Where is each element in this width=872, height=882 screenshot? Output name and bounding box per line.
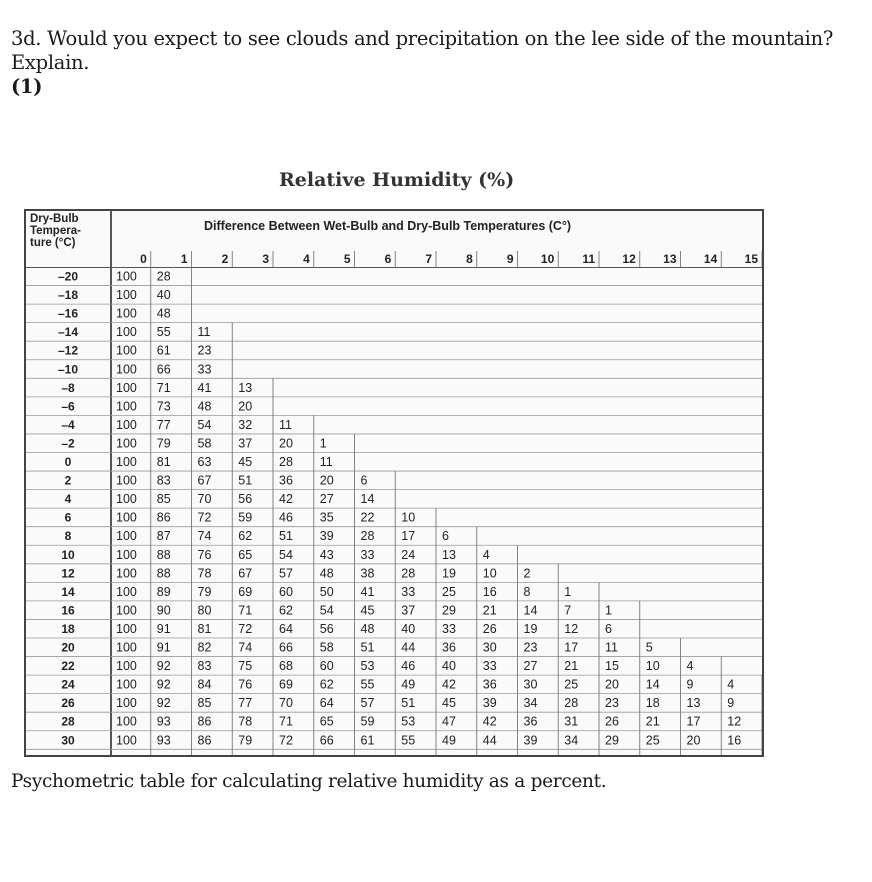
rh-value: 85 bbox=[156, 492, 171, 507]
rh-value: 12 bbox=[564, 621, 579, 636]
rh-value: 71 bbox=[156, 380, 171, 395]
rh-value: 100 bbox=[116, 473, 137, 488]
row-temp-label: –20 bbox=[57, 269, 79, 284]
rh-value: 30 bbox=[523, 677, 538, 692]
row-temp-label: 30 bbox=[61, 733, 75, 748]
rh-value: 8 bbox=[523, 584, 531, 599]
rh-value: 91 bbox=[156, 621, 171, 636]
column-header-5: 5 bbox=[343, 252, 351, 266]
rh-value: 48 bbox=[156, 306, 171, 321]
rh-value: 44 bbox=[401, 640, 416, 655]
rh-value: 44 bbox=[482, 733, 497, 748]
rh-value: 71 bbox=[279, 714, 293, 729]
rh-value: 74 bbox=[197, 529, 212, 544]
row-temp-label: –2 bbox=[61, 436, 75, 451]
rh-value: 100 bbox=[116, 677, 137, 692]
rh-value: 11 bbox=[319, 455, 333, 469]
rh-value: 75 bbox=[238, 659, 253, 674]
row-temp-label: –16 bbox=[57, 306, 79, 321]
rh-value: 29 bbox=[442, 603, 456, 618]
rh-value: 39 bbox=[523, 733, 538, 748]
row-temp-label: –4 bbox=[61, 417, 75, 432]
humidity-grid bbox=[26, 211, 762, 755]
rh-value: 63 bbox=[197, 455, 212, 469]
rh-value: 69 bbox=[279, 677, 293, 692]
rh-value: 28 bbox=[401, 566, 416, 581]
rh-value: 100 bbox=[116, 510, 137, 525]
row-temp-label: 28 bbox=[61, 714, 75, 729]
rh-value: 92 bbox=[156, 677, 171, 692]
rh-value: 31 bbox=[564, 714, 579, 729]
rh-value: 11 bbox=[197, 325, 211, 340]
rh-value: 45 bbox=[360, 603, 375, 618]
rh-value: 28 bbox=[564, 696, 579, 711]
rh-value: 91 bbox=[156, 640, 171, 655]
rh-value: 28 bbox=[156, 269, 171, 284]
rh-value: 36 bbox=[482, 677, 497, 692]
row-temp-label: 8 bbox=[64, 529, 72, 544]
rh-value: 85 bbox=[197, 696, 212, 711]
rh-value: 66 bbox=[319, 733, 334, 748]
rh-value: 100 bbox=[116, 529, 137, 544]
rh-value: 68 bbox=[279, 659, 293, 674]
column-header-4: 4 bbox=[303, 252, 310, 266]
rh-value: 55 bbox=[156, 325, 171, 340]
question-prompt: 3d. Would you expect to see clouds and precipitation on the lee side of the mountain? Explain. bbox=[11, 27, 834, 74]
rh-value: 67 bbox=[197, 473, 212, 488]
rh-value: 100 bbox=[116, 269, 137, 284]
rh-value: 40 bbox=[156, 288, 171, 303]
rh-value: 93 bbox=[156, 733, 171, 748]
row-temp-label: –8 bbox=[61, 380, 75, 395]
rh-value: 39 bbox=[319, 529, 334, 544]
rh-value: 9 bbox=[727, 696, 735, 711]
rh-value: 100 bbox=[116, 696, 137, 711]
row-temp-label: 20 bbox=[61, 640, 75, 655]
row-header-line: Dry-Bulb bbox=[30, 213, 79, 225]
rh-value: 62 bbox=[319, 677, 334, 692]
rh-value: 48 bbox=[360, 621, 375, 636]
rh-value: 2 bbox=[523, 566, 531, 581]
rh-value: 49 bbox=[442, 733, 456, 748]
rh-value: 86 bbox=[156, 510, 171, 525]
column-header-7: 7 bbox=[425, 252, 432, 266]
question-marks: (1) bbox=[11, 75, 43, 98]
rh-value: 21 bbox=[564, 659, 579, 674]
table-title: Relative Humidity (%) bbox=[279, 169, 515, 191]
rh-value: 78 bbox=[197, 566, 212, 581]
rh-value: 60 bbox=[279, 584, 293, 599]
rh-value: 100 bbox=[116, 417, 137, 432]
rh-value: 33 bbox=[360, 547, 375, 562]
rh-value: 64 bbox=[279, 621, 293, 636]
rh-value: 100 bbox=[116, 603, 137, 618]
rh-value: 32 bbox=[238, 417, 253, 432]
rh-value: 100 bbox=[116, 399, 137, 414]
rh-value: 40 bbox=[401, 621, 416, 636]
rh-value: 25 bbox=[442, 584, 456, 599]
rh-value: 9 bbox=[686, 677, 694, 692]
row-header-line: Tempera- bbox=[30, 225, 81, 237]
column-header-11: 11 bbox=[582, 252, 595, 266]
row-temp-label: –12 bbox=[57, 343, 79, 358]
rh-value: 13 bbox=[442, 547, 456, 562]
rh-value: 26 bbox=[482, 621, 497, 636]
rh-value: 78 bbox=[238, 714, 253, 729]
column-header-9: 9 bbox=[506, 252, 514, 266]
rh-value: 30 bbox=[482, 640, 497, 655]
rh-value: 6 bbox=[442, 529, 449, 544]
rh-value: 42 bbox=[482, 714, 497, 729]
rh-value: 79 bbox=[197, 584, 212, 599]
rh-value: 100 bbox=[116, 714, 137, 729]
rh-value: 90 bbox=[156, 603, 171, 618]
rh-value: 48 bbox=[197, 399, 212, 414]
rh-value: 82 bbox=[197, 640, 212, 655]
rh-value: 88 bbox=[156, 547, 171, 562]
rh-value: 81 bbox=[156, 455, 171, 469]
rh-value: 100 bbox=[116, 343, 137, 358]
rh-value: 87 bbox=[156, 529, 171, 544]
rh-value: 33 bbox=[442, 621, 456, 636]
rh-value: 77 bbox=[156, 417, 171, 432]
rh-value: 100 bbox=[116, 288, 137, 303]
rh-value: 20 bbox=[319, 473, 334, 488]
rh-value: 35 bbox=[319, 510, 334, 525]
rh-value: 10 bbox=[482, 566, 497, 581]
rh-value: 70 bbox=[197, 492, 212, 507]
rh-value: 100 bbox=[116, 306, 137, 321]
rh-value: 13 bbox=[686, 696, 701, 711]
rh-value: 58 bbox=[197, 436, 212, 451]
rh-value: 83 bbox=[197, 659, 212, 674]
rh-value: 100 bbox=[116, 621, 137, 636]
column-header-13: 13 bbox=[663, 252, 677, 266]
rh-value: 62 bbox=[279, 603, 293, 618]
rh-value: 34 bbox=[523, 696, 538, 711]
rh-value: 81 bbox=[197, 621, 212, 636]
rh-value: 27 bbox=[319, 492, 334, 507]
rh-value: 46 bbox=[401, 659, 416, 674]
rh-value: 100 bbox=[116, 566, 137, 581]
rh-value: 60 bbox=[319, 659, 334, 674]
rh-value: 53 bbox=[401, 714, 416, 729]
rh-value: 7 bbox=[564, 603, 572, 618]
rh-value: 16 bbox=[727, 733, 742, 748]
row-temp-label: 2 bbox=[64, 473, 72, 488]
rh-value: 49 bbox=[401, 677, 416, 692]
rh-value: 23 bbox=[197, 343, 212, 358]
rh-value: 84 bbox=[197, 677, 212, 692]
rh-value: 14 bbox=[360, 492, 375, 507]
rh-value: 64 bbox=[319, 696, 334, 711]
row-temp-label: 16 bbox=[61, 603, 75, 618]
rh-value: 74 bbox=[238, 640, 253, 655]
relative-humidity-table bbox=[24, 209, 764, 757]
rh-value: 17 bbox=[686, 714, 701, 729]
rh-value: 61 bbox=[156, 343, 171, 358]
rh-value: 20 bbox=[686, 733, 701, 748]
column-header-12: 12 bbox=[622, 252, 636, 266]
rh-value: 62 bbox=[238, 529, 253, 544]
rh-value: 5 bbox=[645, 640, 653, 655]
rh-value: 100 bbox=[116, 362, 137, 377]
rh-value: 100 bbox=[116, 492, 137, 507]
rh-value: 86 bbox=[197, 714, 212, 729]
rh-value: 42 bbox=[279, 492, 293, 507]
rh-value: 36 bbox=[279, 473, 293, 488]
rh-value: 26 bbox=[605, 714, 619, 729]
table-caption: Psychometric table for calculating relative humidity as a percent. bbox=[11, 771, 607, 792]
rh-value: 57 bbox=[279, 566, 293, 581]
rh-value: 100 bbox=[116, 640, 137, 655]
rh-value: 1 bbox=[605, 603, 612, 618]
rh-value: 25 bbox=[564, 677, 579, 692]
rh-value: 53 bbox=[360, 659, 375, 674]
column-header-10: 10 bbox=[540, 252, 555, 266]
rh-value: 10 bbox=[645, 659, 660, 674]
rh-value: 14 bbox=[523, 603, 538, 618]
column-header-6: 6 bbox=[384, 252, 392, 266]
rh-value: 39 bbox=[482, 696, 497, 711]
rh-value: 20 bbox=[605, 677, 619, 692]
rh-value: 23 bbox=[523, 640, 538, 655]
rh-value: 33 bbox=[482, 659, 497, 674]
rh-value: 79 bbox=[156, 436, 171, 451]
rh-value: 38 bbox=[360, 566, 375, 581]
rh-value: 76 bbox=[238, 677, 253, 692]
row-temp-label: 14 bbox=[61, 584, 75, 599]
rh-value: 51 bbox=[401, 696, 416, 711]
row-temp-label: –6 bbox=[61, 399, 75, 414]
rh-value: 66 bbox=[279, 640, 293, 655]
rh-value: 100 bbox=[116, 733, 137, 748]
rh-value: 71 bbox=[238, 603, 253, 618]
rh-value: 1 bbox=[564, 584, 572, 599]
rh-value: 27 bbox=[523, 659, 538, 674]
rh-value: 13 bbox=[238, 380, 253, 395]
row-temp-label: 4 bbox=[64, 492, 72, 507]
rh-value: 100 bbox=[116, 659, 137, 674]
rh-value: 65 bbox=[238, 547, 253, 562]
rh-value: 6 bbox=[605, 621, 612, 636]
rh-value: 41 bbox=[197, 380, 212, 395]
rh-value: 29 bbox=[605, 733, 619, 748]
rh-value: 79 bbox=[238, 733, 253, 748]
rh-value: 15 bbox=[605, 659, 619, 674]
row-header-line: ture (°C) bbox=[30, 237, 76, 249]
rh-value: 11 bbox=[605, 640, 618, 655]
rh-value: 54 bbox=[319, 603, 334, 618]
rh-value: 19 bbox=[523, 621, 538, 636]
column-header-label: Difference Between Wet-Bulb and Dry-Bulb Temperatures (C°) bbox=[204, 219, 572, 233]
rh-value: 20 bbox=[279, 436, 293, 451]
rh-value: 22 bbox=[360, 510, 375, 525]
rh-value: 21 bbox=[645, 714, 660, 729]
rh-value: 25 bbox=[645, 733, 660, 748]
column-header-3: 3 bbox=[262, 252, 269, 266]
rh-value: 4 bbox=[727, 677, 735, 692]
rh-value: 37 bbox=[401, 603, 416, 618]
rh-value: 83 bbox=[156, 473, 171, 488]
rh-value: 54 bbox=[279, 547, 293, 562]
row-temp-label: 18 bbox=[61, 621, 75, 636]
column-header-15: 15 bbox=[744, 252, 758, 266]
rh-value: 57 bbox=[360, 696, 375, 711]
rh-value: 37 bbox=[238, 436, 253, 451]
rh-value: 43 bbox=[319, 547, 334, 562]
row-temp-label: 0 bbox=[64, 455, 72, 469]
rh-value: 33 bbox=[197, 362, 212, 377]
row-temp-label: 6 bbox=[64, 510, 72, 525]
rh-value: 4 bbox=[482, 547, 490, 562]
rh-value: 61 bbox=[360, 733, 375, 748]
rh-value: 42 bbox=[442, 677, 456, 692]
rh-value: 23 bbox=[605, 696, 619, 711]
rh-value: 28 bbox=[360, 529, 375, 544]
rh-value: 17 bbox=[564, 640, 579, 655]
rh-value: 73 bbox=[156, 399, 171, 414]
row-temp-label: 24 bbox=[61, 677, 75, 692]
column-header-2: 2 bbox=[221, 252, 229, 266]
rh-value: 70 bbox=[279, 696, 293, 711]
rh-value: 20 bbox=[238, 399, 253, 414]
rh-value: 51 bbox=[360, 640, 375, 655]
rh-value: 100 bbox=[116, 455, 137, 469]
rh-value: 21 bbox=[482, 603, 497, 618]
rh-value: 55 bbox=[360, 677, 375, 692]
rh-value: 72 bbox=[197, 510, 212, 525]
rh-value: 69 bbox=[238, 584, 253, 599]
rh-value: 16 bbox=[482, 584, 497, 599]
rh-value: 41 bbox=[360, 584, 375, 599]
rh-value: 72 bbox=[279, 733, 293, 748]
rh-value: 36 bbox=[442, 640, 456, 655]
rh-value: 50 bbox=[319, 584, 334, 599]
rh-value: 86 bbox=[197, 733, 212, 748]
rh-value: 88 bbox=[156, 566, 171, 581]
rh-value: 40 bbox=[442, 659, 456, 674]
rh-value: 56 bbox=[319, 621, 334, 636]
rh-value: 34 bbox=[564, 733, 579, 748]
rh-value: 56 bbox=[238, 492, 253, 507]
row-temp-label: 26 bbox=[61, 696, 75, 711]
row-temp-label: –18 bbox=[57, 288, 79, 303]
rh-value: 100 bbox=[116, 584, 137, 599]
rh-value: 48 bbox=[319, 566, 334, 581]
rh-value: 100 bbox=[116, 547, 137, 562]
rh-value: 33 bbox=[401, 584, 416, 599]
rh-value: 59 bbox=[238, 510, 253, 525]
question-text bbox=[11, 27, 861, 99]
rh-value: 6 bbox=[360, 473, 368, 488]
rh-value: 51 bbox=[238, 473, 253, 488]
rh-value: 77 bbox=[238, 696, 253, 711]
column-header-8: 8 bbox=[466, 252, 473, 266]
rh-value: 89 bbox=[156, 584, 171, 599]
rh-value: 10 bbox=[401, 510, 416, 525]
rh-value: 4 bbox=[686, 659, 694, 674]
rh-value: 55 bbox=[401, 733, 416, 748]
rh-value: 54 bbox=[197, 417, 212, 432]
rh-value: 76 bbox=[197, 547, 212, 562]
rh-value: 17 bbox=[401, 529, 416, 544]
rh-value: 66 bbox=[156, 362, 171, 377]
rh-value: 12 bbox=[727, 714, 742, 729]
rh-value: 24 bbox=[401, 547, 416, 562]
row-temp-label: –10 bbox=[57, 362, 79, 377]
rh-value: 58 bbox=[319, 640, 334, 655]
rh-value: 92 bbox=[156, 659, 171, 674]
rh-value: 14 bbox=[645, 677, 660, 692]
rh-value: 80 bbox=[197, 603, 212, 618]
rh-value: 93 bbox=[156, 714, 171, 729]
rh-value: 45 bbox=[238, 455, 253, 469]
rh-value: 28 bbox=[279, 455, 293, 469]
rh-value: 92 bbox=[156, 696, 171, 711]
rh-value: 59 bbox=[360, 714, 375, 729]
rh-value: 100 bbox=[116, 380, 137, 395]
rh-value: 67 bbox=[238, 566, 253, 581]
rh-value: 46 bbox=[279, 510, 293, 525]
rh-value: 19 bbox=[442, 566, 456, 581]
column-header-0: 0 bbox=[140, 252, 147, 266]
row-temp-label: 22 bbox=[61, 659, 75, 674]
rh-value: 72 bbox=[238, 621, 253, 636]
rh-value: 47 bbox=[442, 714, 456, 729]
column-header-1: 1 bbox=[180, 252, 188, 266]
rh-value: 100 bbox=[116, 325, 137, 340]
rh-value: 45 bbox=[442, 696, 456, 711]
row-temp-label: –14 bbox=[57, 325, 79, 340]
rh-value: 36 bbox=[523, 714, 538, 729]
column-header-14: 14 bbox=[703, 252, 718, 266]
rh-value: 100 bbox=[116, 436, 137, 451]
row-temp-label: 12 bbox=[61, 566, 75, 581]
rh-value: 18 bbox=[645, 696, 660, 711]
rh-value: 51 bbox=[279, 529, 293, 544]
rh-value: 65 bbox=[319, 714, 334, 729]
rh-value: 1 bbox=[319, 436, 327, 451]
rh-value: 11 bbox=[279, 417, 292, 432]
row-temp-label: 10 bbox=[61, 547, 75, 562]
